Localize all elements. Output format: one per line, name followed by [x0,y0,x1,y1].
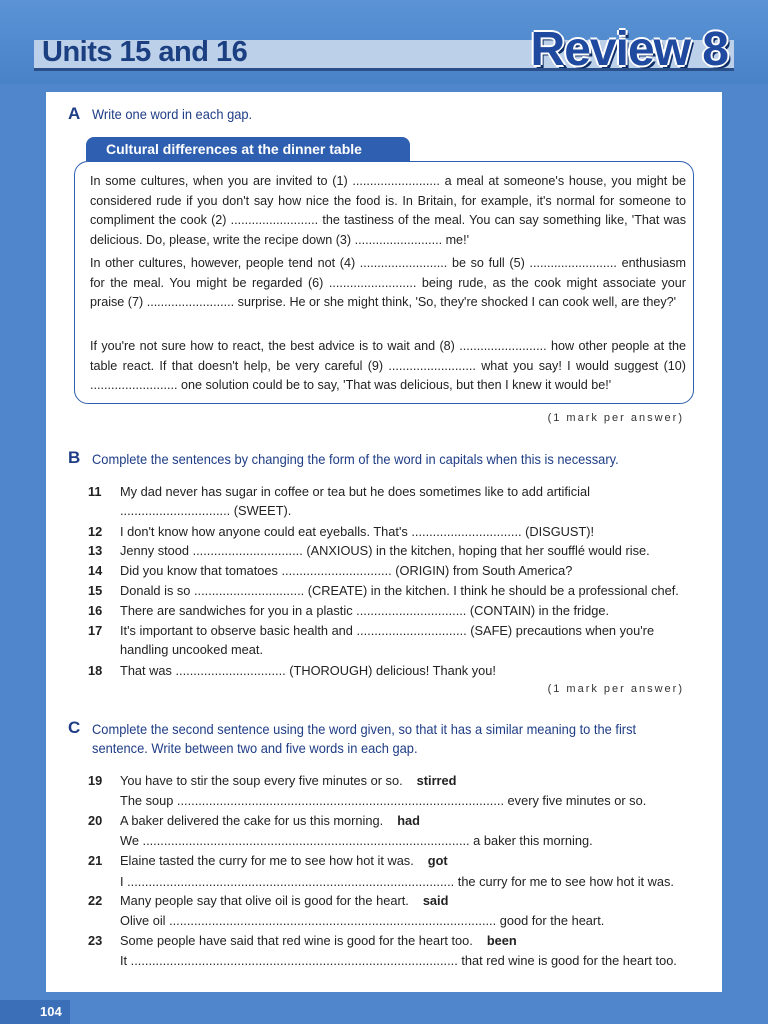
key-word: had [397,813,420,828]
section-a-mark-note: (1 mark per answer) [547,412,684,424]
question-text [120,931,690,950]
answer-line: Olive oil ............................................................................................ good for the heart. [120,913,605,928]
question-number: 11 [88,484,102,499]
question-number: 13 [88,543,103,558]
answer-line: It ............................................................................................ that red wine is good for the heart too. [120,953,677,968]
question-text: Donald is so ............................... (CREATE) in the kitchen. I think he should be a professional chef. [120,583,679,598]
question-text: There are sandwiches for you in a plastic ............................... (CONTAIN) in the fridge. [120,603,610,618]
question-number: 17 [88,623,103,638]
question-number: 12 [88,524,103,539]
question-text: I don't know how anyone could eat eyeballs. That's ............................... (DISGUST)! [120,524,595,539]
sentence: A baker delivered the cake for us this morning. [120,813,384,828]
question-number: 20 [88,813,103,828]
question-text: Did you know that tomatoes ............................... (ORIGIN) from South America? [120,563,573,578]
question-text [120,771,690,790]
cloze-paragraph-1: In some cultures, when you are invited to (1) ......................... a meal at someone's house, you might be considered rude if you don't say how nice the food is. In Britain, for example, it's normal for someone to compliment the cook (2) ......................... the tastiness of the meal. You can say something like, 'That was delicious. Do, please, write the recipe down (3) ......................... me!' [90,174,686,247]
box-title-tab: Cultural differences at the dinner table [86,137,410,161]
section-c-instruction-line1: Complete the second sentence using the word given, so that it has a similar meaning to the first [92,721,637,737]
question-text: handling uncooked meat. [120,642,264,657]
question-text: My dad never has sugar in coffee or tea but he does sometimes like to add artificial [120,484,590,499]
question-number: 15 [88,583,103,598]
section-b-letter: B [68,448,81,467]
question-number: 16 [88,603,103,618]
question-number: 19 [88,773,103,788]
review-title: Review 8 [530,23,728,76]
key-word: got [427,853,448,868]
sentence: Many people say that olive oil is good for the heart. [120,893,409,908]
question-text [120,851,690,870]
section-b-instruction: Complete the sentences by changing the form of the word in capitals when this is necessary. [92,451,619,467]
question-number: 18 [88,663,103,678]
key-word: stirred [416,773,457,788]
cloze-paragraph-3: If you're not sure how to react, the best advice is to wait and (8) ......................... how other people at the table react. If that doesn't help, be very careful (9) ......................... what you say! I would suggest (10) ......................... one solution could be to say, 'That was delicious, but then I knew it would be!' [90,339,686,392]
answer-line: The soup ............................................................................................ every five minutes or so. [120,793,647,808]
question-number: 21 [88,853,103,868]
sentence: You have to stir the soup every five minutes or so. [120,773,403,788]
key-word: said [422,893,449,908]
question-text: It's important to observe basic health and ............................... (SAFE) precautions when you're [120,623,655,638]
section-a-instruction: Write one word in each gap. [92,106,253,122]
question-text: ............................... (SWEET). [120,503,292,518]
question-number: 22 [88,893,103,908]
question-number: 23 [88,933,103,948]
key-word: been [486,933,517,948]
question-text [120,891,690,910]
section-c-instruction-line2: sentence. Write between two and five words in each gap. [92,740,418,756]
page-number: 104 [0,1000,70,1024]
answer-line: I ............................................................................................ the curry for me to see how hot it was. [120,874,674,889]
section-b-mark-note: (1 mark per answer) [547,683,684,695]
answer-line: We ............................................................................................ a baker this morning. [120,833,593,848]
question-text: That was ............................... (THOROUGH) delicious! Thank you! [120,663,496,678]
sentence: Some people have said that red wine is good for the heart too. [120,933,473,948]
question-text: Jenny stood ............................... (ANXIOUS) in the kitchen, hoping that her soufflé would rise. [120,543,650,558]
sentence: Elaine tasted the curry for me to see how hot it was. [120,853,414,868]
cloze-paragraph-2: In other cultures, however, people tend not (4) ......................... be so full (5) ......................... enthusiasm for the meal. You might be regarded (6) ......................... being rude, as the cook might associate your praise (7) ......................... surprise. He or she might think, 'So, they're shocked I can cook well, are they?' [90,256,686,309]
question-text [120,811,690,830]
section-a-letter: A [68,104,81,123]
units-title: Units 15 and 16 [42,36,248,68]
question-number: 14 [88,563,103,578]
section-c-letter: C [68,718,81,737]
